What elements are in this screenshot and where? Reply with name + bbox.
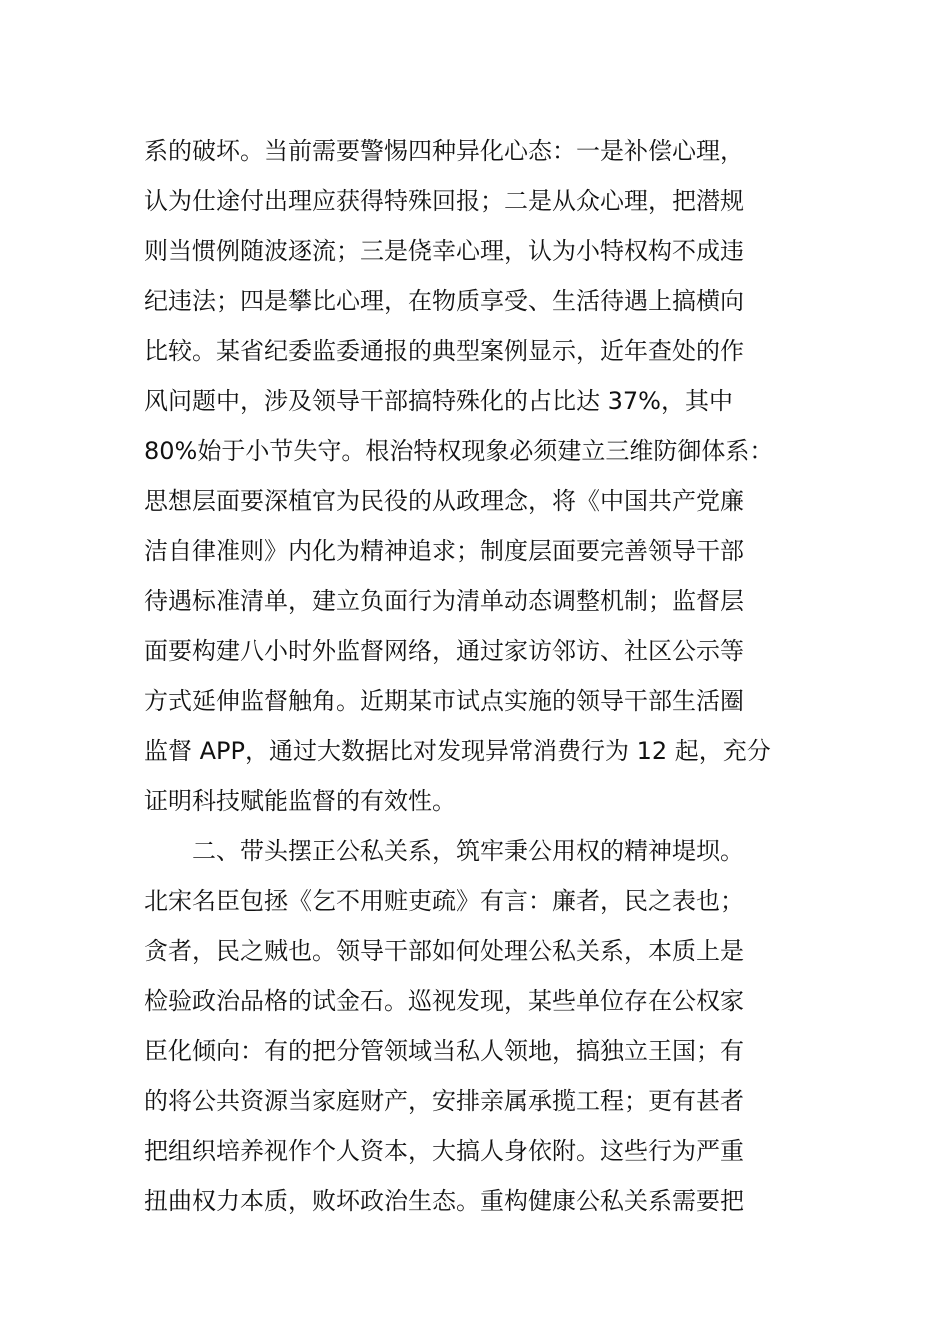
text-line: 洁自律准则》内化为精神追求；制度层面要完善领导干部 (144, 537, 744, 565)
text-line: 臣化倾向：有的把分管领域当私人领地，搞独立王国；有 (144, 1037, 744, 1065)
text-line: 扭曲权力本质，败坏政治生态。重构健康公私关系需要把 (144, 1187, 744, 1215)
section-heading: 二、带头摆正公私关系，筑牢秉公用权的精神堤坝。 (192, 837, 744, 865)
body-text (144, 126, 844, 1226)
text-line: 的将公共资源当家庭财产，安排亲属承揽工程；更有甚者 (144, 1087, 744, 1115)
text-line: 证明科技赋能监督的有效性。 (144, 787, 456, 815)
text-line: 系的破坏。当前需要警惕四种异化心态：一是补偿心理， (144, 137, 744, 165)
text-line: 检验政治品格的试金石。巡视发现，某些单位存在公权家 (144, 987, 744, 1015)
text-line: 风问题中，涉及领导干部搞特殊化的占比达 37%，其中 (144, 387, 733, 415)
text-line: 贪者，民之贼也。领导干部如何处理公私关系，本质上是 (144, 937, 744, 965)
text-line: 80%始于小节失守。根治特权现象必须建立三维防御体系： (144, 437, 774, 465)
text-line: 把组织培养视作个人资本，大搞人身依附。这些行为严重 (144, 1137, 744, 1165)
text-line: 比较。某省纪委监委通报的典型案例显示，近年查处的作 (144, 337, 744, 365)
text-line: 则当惯例随波逐流；三是侥幸心理，认为小特权构不成违 (144, 237, 744, 265)
text-line: 待遇标准清单，建立负面行为清单动态调整机制；监督层 (144, 587, 744, 615)
text-line: 方式延伸监督触角。近期某市试点实施的领导干部生活圈 (144, 687, 744, 715)
text-line: 纪违法；四是攀比心理，在物质享受、生活待遇上搞横向 (144, 287, 744, 315)
text-line: 面要构建八小时外监督网络，通过家访邻访、社区公示等 (144, 637, 744, 665)
text-line: 思想层面要深植官为民役的从政理念，将《中国共产党廉 (144, 487, 744, 515)
text-line: 监督 APP，通过大数据比对发现异常消费行为 12 起，充分 (144, 737, 771, 765)
text-line: 北宋名臣包拯《乞不用赃吏疏》有言：廉者，民之表也； (144, 887, 744, 915)
text-line: 认为仕途付出理应获得特殊回报；二是从众心理，把潜规 (144, 187, 744, 215)
